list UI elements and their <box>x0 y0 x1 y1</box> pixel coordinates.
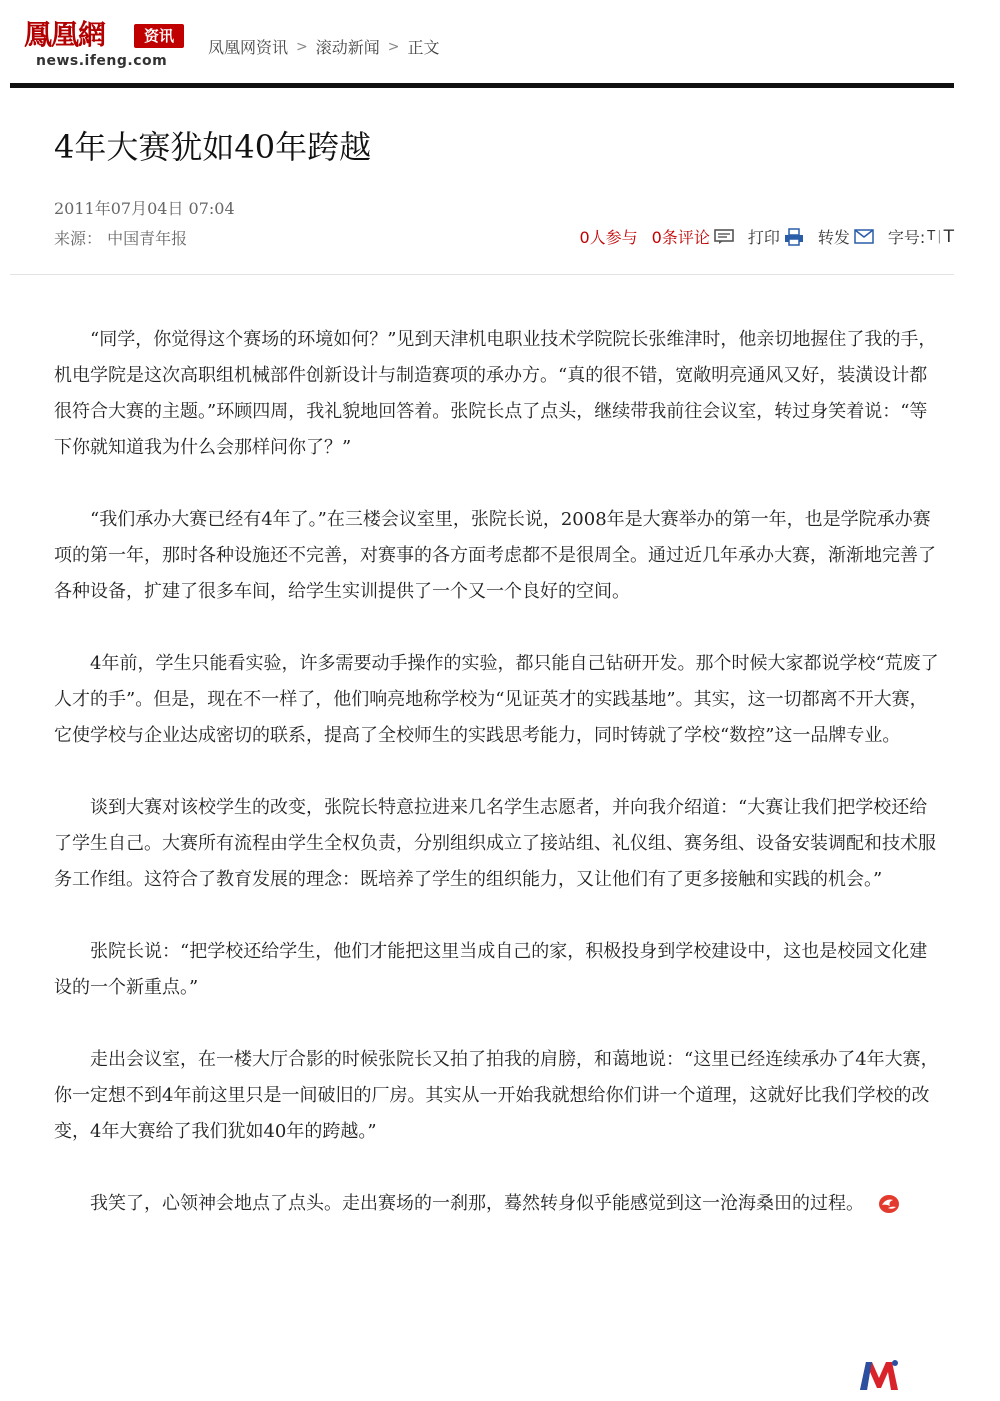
article-paragraph: “同学，你觉得这个赛场的环境如何？”见到天津机电职业技术学院院长张维津时，他亲切地握住了我的手，机电学院是这次高职组机械部件创新设计与制造赛项的承办方。“真的很不错，宽敞明亮通风又好，装潢设计都很符合大赛的主题。”环顾四周，我礼貌地回答着。张院长点了点头，继续带我前往会议室，转过身笑着说：“等下你就知道我为什么会那样问你了？” <box>54 329 937 458</box>
font-size-separator: | <box>937 229 942 244</box>
breadcrumb <box>208 35 440 58</box>
comments-label: 0条评论 <box>651 228 710 247</box>
meta-divider <box>10 274 954 275</box>
font-size-control <box>888 225 954 248</box>
article-paragraph: 走出会议室，在一楼大厅合影的时候张院长又拍了拍我的肩膀，和蔼地说：“这里已经连续承办了4年大赛，你一定想不到4年前这里只是一间破旧的厂房。其实从一开始我就想给你们讲一个道理，这就好比我们学校的改变，4年大赛给了我们犹如40年的跨越。” <box>54 1049 939 1142</box>
article-paragraph-text: 我笑了，心领神会地点了点头。走出赛场的一刹那，蓦然转身似乎能感觉到这一沧海桑田的过程。 <box>90 1193 864 1214</box>
chevron-right-icon: > <box>387 38 400 55</box>
font-size-large[interactable]: T <box>943 226 954 247</box>
article-paragraph-last <box>54 1186 944 1222</box>
article-paragraph: 4年前，学生只能看实验，许多需要动手操作的实验，都只能自己钻研开发。那个时候大家都说学校“荒废了人才的手”。但是，现在不一样了，他们响亮地称学校为“见证英才的实践基地”。其实，这一切都离不开大赛，它使学校与企业达成密切的联系，提高了全校师生的实践思考能力，同时铸就了学校“数控”这一品牌专业。 <box>54 653 939 746</box>
chevron-right-icon: > <box>296 38 308 55</box>
article-paragraph: 谈到大赛对该校学生的改变，张院长特意拉进来几名学生志愿者，并向我介绍道：“大赛让我们把学校还给了学生自己。大赛所有流程由学生全权负责，分别组织成立了接站组、礼仪组、赛务组、设备安装调配和技术服务工作组。这符合了教育发展的理念：既培养了学生的组织能力，又让他们有了更多接触和实践的机会。” <box>54 797 936 890</box>
article-date: 2011年07月04日 07:04 <box>54 199 235 218</box>
article-body <box>54 322 944 1258</box>
breadcrumb-home[interactable]: 凤凰网资讯 <box>208 38 289 57</box>
font-size-small[interactable]: T <box>927 229 936 244</box>
site-header <box>0 0 1000 90</box>
share-button[interactable] <box>818 225 874 248</box>
share-label: 转发 <box>817 228 850 247</box>
font-size-label: 字号: <box>887 228 926 247</box>
ifeng-phoenix-icon <box>878 1194 900 1214</box>
logo-domain: news.ifeng.com <box>36 53 168 69</box>
print-icon <box>784 228 804 246</box>
header-divider-bar <box>10 83 954 88</box>
participants-link[interactable]: 0人参与 <box>579 228 638 247</box>
article-toolbar <box>565 225 954 248</box>
mail-icon <box>854 229 874 244</box>
article-title: 4年大赛犹如40年跨越 <box>54 128 372 166</box>
comment-icon <box>714 229 734 245</box>
breadcrumb-current: 正文 <box>407 38 440 57</box>
article-paragraph: “我们承办大赛已经有4年了。”在三楼会议室里，张院长说，2008年是大赛举办的第一年，也是学院承办赛项的第一年，那时各种设施还不完善，对赛事的各方面考虑都不是很周全。通过近几年承办大赛，渐渐地完善了各种设备，扩建了很多车间，给学生实训提供了一个又一个良好的空间。 <box>54 509 936 602</box>
comments-link[interactable] <box>652 225 734 248</box>
partner-logo-icon <box>858 1358 900 1392</box>
logo-badge: 资讯 <box>134 24 184 48</box>
ifeng-news-logo[interactable] <box>24 18 189 70</box>
article-source: 来源： 中国青年报 <box>54 229 188 248</box>
article-paragraph: 张院长说：“把学校还给学生，他们才能把这里当成自己的家，积极投身到学校建设中，这也是校园文化建设的一个新重点。” <box>54 941 928 998</box>
logo-chinese-text: 鳳凰網 <box>24 18 106 51</box>
breadcrumb-rolling-news[interactable]: 滚动新闻 <box>315 38 380 57</box>
print-button[interactable] <box>748 225 804 248</box>
print-label: 打印 <box>747 228 780 247</box>
